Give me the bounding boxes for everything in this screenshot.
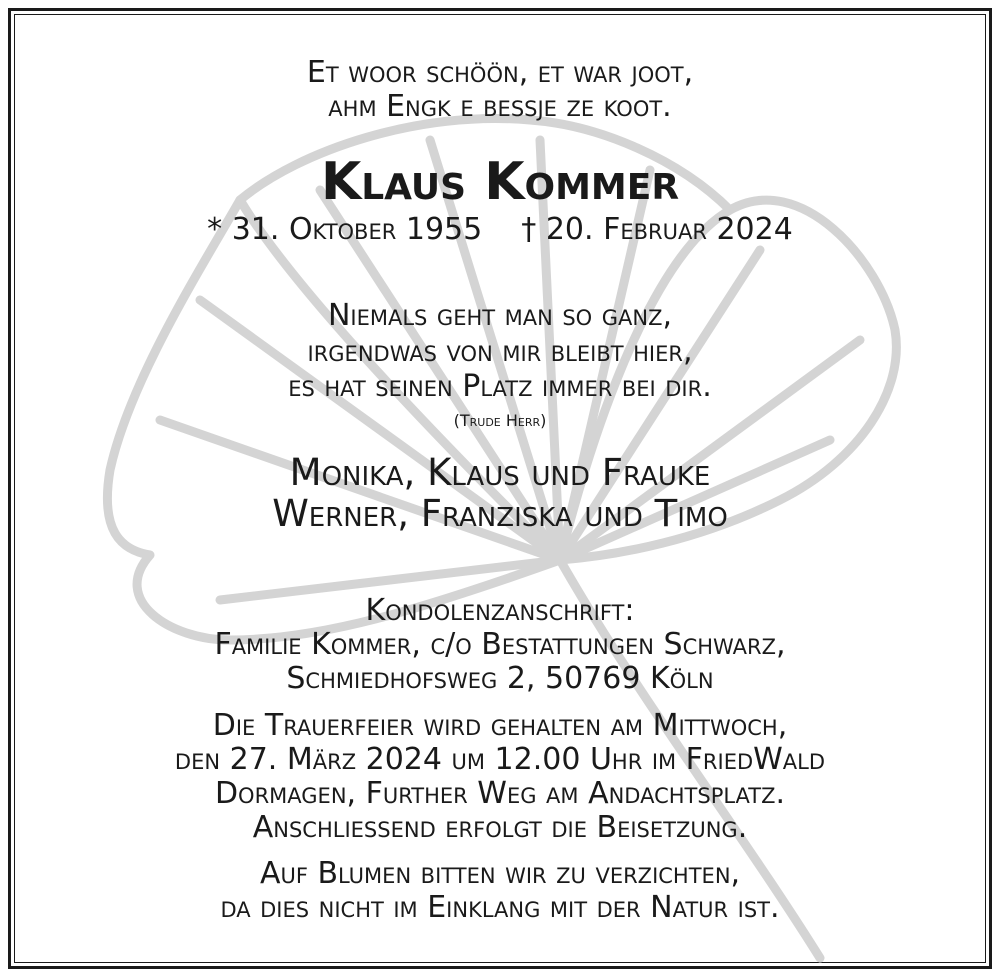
ceremony-line-4: Anschliessend erfolgt die Beisetzung.	[252, 810, 748, 845]
family-line-2: Werner, Franziska und Timo	[272, 492, 728, 535]
ceremony-line-2: den 27. März 2024 um 12.00 Uhr im FriedWald	[174, 742, 826, 777]
death-date: † 20. Februar 2024	[521, 212, 793, 247]
ceremony-line-3: Dormagen, Further Weg am Andachtsplatz.	[214, 776, 786, 811]
condolence-line-2: Familie Kommer, c/o Bestattungen Schwarz,	[214, 627, 786, 662]
condolence-line-3: Schmiedhofsweg 2, 50769 Köln	[286, 661, 714, 696]
poem-attribution: (Trude Herr)	[453, 411, 547, 430]
flowers-line-1: Auf Blumen bitten wir zu verzichten,	[259, 856, 741, 891]
condolence-heading: Kondolenzanschrift:	[365, 593, 635, 628]
poem-line-2: irgendwas von mir bleibt hier,	[307, 334, 693, 369]
motto-line-1: Et woor schöön, et war joot,	[306, 55, 694, 90]
life-dates	[0, 212, 1000, 247]
ceremony-line-1: Die Trauerfeier wird gehalten am Mittwoch,	[212, 708, 788, 743]
poem-line-1: Niemals geht man so ganz,	[327, 298, 673, 333]
poem-line-3: es hat seinen Platz immer bei dir.	[288, 369, 712, 404]
deceased-name: Klaus Kommer	[320, 152, 680, 212]
flowers-line-2: da dies nicht im Einklang mit der Natur ist.	[220, 890, 780, 925]
birth-date: * 31. Oktober 1955	[207, 212, 483, 247]
motto-line-2: ahm Engk e bessje ze koot.	[328, 89, 672, 124]
family-line-1: Monika, Klaus und Frauke	[289, 451, 711, 494]
